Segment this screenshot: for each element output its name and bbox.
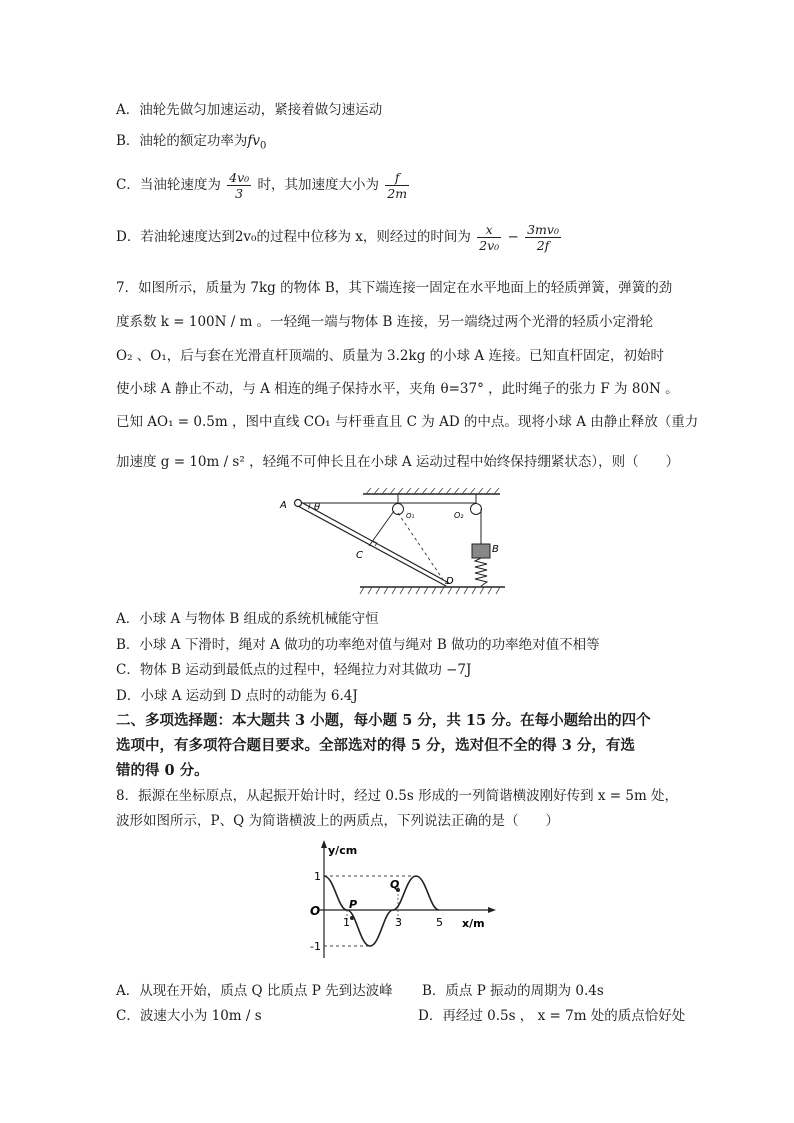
q6-option-c-frac1: [227, 170, 251, 201]
frac-denominator: 2v₀: [479, 238, 500, 253]
q6-option-d-frac1: [477, 222, 501, 253]
q7-option-b: B．小球 A 下滑时，绳对 A 做功的功率绝对值与绳对 B 做功的功率绝对值不相等: [116, 637, 600, 653]
section2-heading-line-2: 选项中，有多项符合题目要求。全部选对的得 5 分，选对但不全的得 3 分，有选: [116, 737, 635, 754]
x-tick-5: 5: [436, 916, 443, 929]
section2-heading-line-1: 二、多项选择题：本大题共 3 小题，每小题 5 分，共 15 分。在每小题给出的四个: [116, 712, 651, 729]
q7-stem-line-2: 度系数 k = 100N / m 。一轻绳一端与物体 B 连接，另一端绕过两个光滑的轻质小定滑轮: [116, 314, 654, 330]
label-b: B: [492, 544, 499, 555]
wave-curve: [324, 876, 439, 946]
y-tick-bottom: -1: [310, 940, 321, 953]
q6-option-c-mid: 时，其加速度大小为: [257, 177, 379, 193]
label-theta: θ: [314, 502, 321, 513]
y-axis-label: y/cm: [328, 844, 358, 857]
q8-wave-graph: [300, 838, 500, 968]
frac-denominator: 2f: [536, 238, 550, 253]
section2-heading-line-3: 错的得 0 分。: [116, 762, 209, 779]
q8-option-a: A．从现在开始，质点 Q 比质点 P 先到达波峰: [116, 983, 393, 999]
q8-option-d: D．再经过 0.5s ， x = 7m 处的质点恰好处: [418, 1008, 686, 1024]
q7-option-d: D．小球 A 运动到 D 点时的动能为 6.4J: [116, 688, 358, 704]
x-tick-1: 1: [343, 916, 350, 929]
q6-option-b-text: B．油轮的额定功率为: [116, 133, 248, 149]
q6-option-d-minus: −: [507, 229, 519, 245]
q6-option-b-sub: 0: [260, 140, 267, 152]
q7-stem-line-6: 加速度 g = 10m / s² ，轻绳不可伸长且在小球 A 运动过程中始终保持绷紧状态），则（ ）: [116, 454, 680, 470]
frac-denominator: 3: [235, 186, 244, 201]
q7-stem-line-5: 已知 AO₁ = 0.5m ，图中直线 CO₁ 与杆垂直且 C 为 AD 的中点。现将小球 A 由静止释放（重力: [116, 414, 699, 430]
label-a: A: [280, 500, 287, 511]
q6-option-b-math: fv: [247, 133, 261, 149]
q6-option-c-frac2: [385, 170, 409, 201]
x-tick-3: 3: [395, 916, 402, 929]
frac-numerator: 3mv₀: [527, 222, 559, 237]
q7-stem-line-4: 使小球 A 静止不动，与 A 相连的绳子保持水平，夹角 θ=37° ，此时绳子的张力 F 为 80N 。: [116, 381, 679, 397]
origin-label: O: [310, 904, 321, 918]
q7-option-c: C．物体 B 运动到最低点的过程中，轻绳拉力对其做功 −7J: [116, 662, 472, 678]
q8-stem-line-1: 8．振源在坐标原点，从起振开始计时，经过 0.5s 形成的一列简谐横波刚好传到 x = 5m 处，: [116, 788, 679, 804]
q7-option-a: A．小球 A 与物体 B 组成的系统机械能守恒: [116, 611, 379, 627]
point-p-label: P: [349, 898, 358, 911]
y-tick-top: 1: [314, 870, 321, 883]
x-axis-label: x/m: [462, 917, 485, 930]
q6-option-a: A．油轮先做匀加速运动，紧接着做匀速运动: [116, 102, 383, 118]
q7-stem-line-3: O₂ 、O₁，后与套在光滑直杆顶端的、质量为 3.2kg 的小球 A 连接。已知直杆固定，初始时: [116, 348, 664, 364]
q8-stem-line-2: 波形如图所示，P、Q 为简谐横波上的两质点，下列说法正确的是（ ）: [116, 813, 559, 829]
label-o2: O₂: [454, 511, 464, 520]
q7-mechanics-figure: [270, 484, 510, 600]
label-d: D: [446, 576, 454, 587]
q8-option-b: B．质点 P 振动的周期为 0.4s: [422, 983, 604, 999]
frac-numerator: 4v₀: [229, 170, 250, 185]
point-q-label: Q: [390, 878, 400, 891]
q6-option-b: [116, 131, 266, 157]
q6-option-d: [116, 222, 563, 253]
q7-stem-line-1: 7．如图所示，质量为 7kg 的物体 B，其下端连接一固定在水平地面上的轻质弹簧，弹簧的劲: [116, 280, 673, 296]
label-o1: O₁: [406, 512, 415, 520]
q6-option-d-text: D．若油轮速度达到2v₀的过程中位移为 x，则经过的时间为: [116, 229, 471, 245]
q8-option-c: C．波速大小为 10m / s: [116, 1008, 262, 1024]
label-c: C: [356, 550, 363, 561]
frac-numerator: x: [477, 222, 501, 238]
q6-option-c-text: C．当油轮速度为: [116, 177, 221, 193]
frac-numerator: f: [385, 170, 409, 186]
frac-denominator: 2m: [387, 186, 408, 201]
q6-option-d-frac2: [525, 222, 561, 253]
q6-option-c: [116, 170, 411, 201]
